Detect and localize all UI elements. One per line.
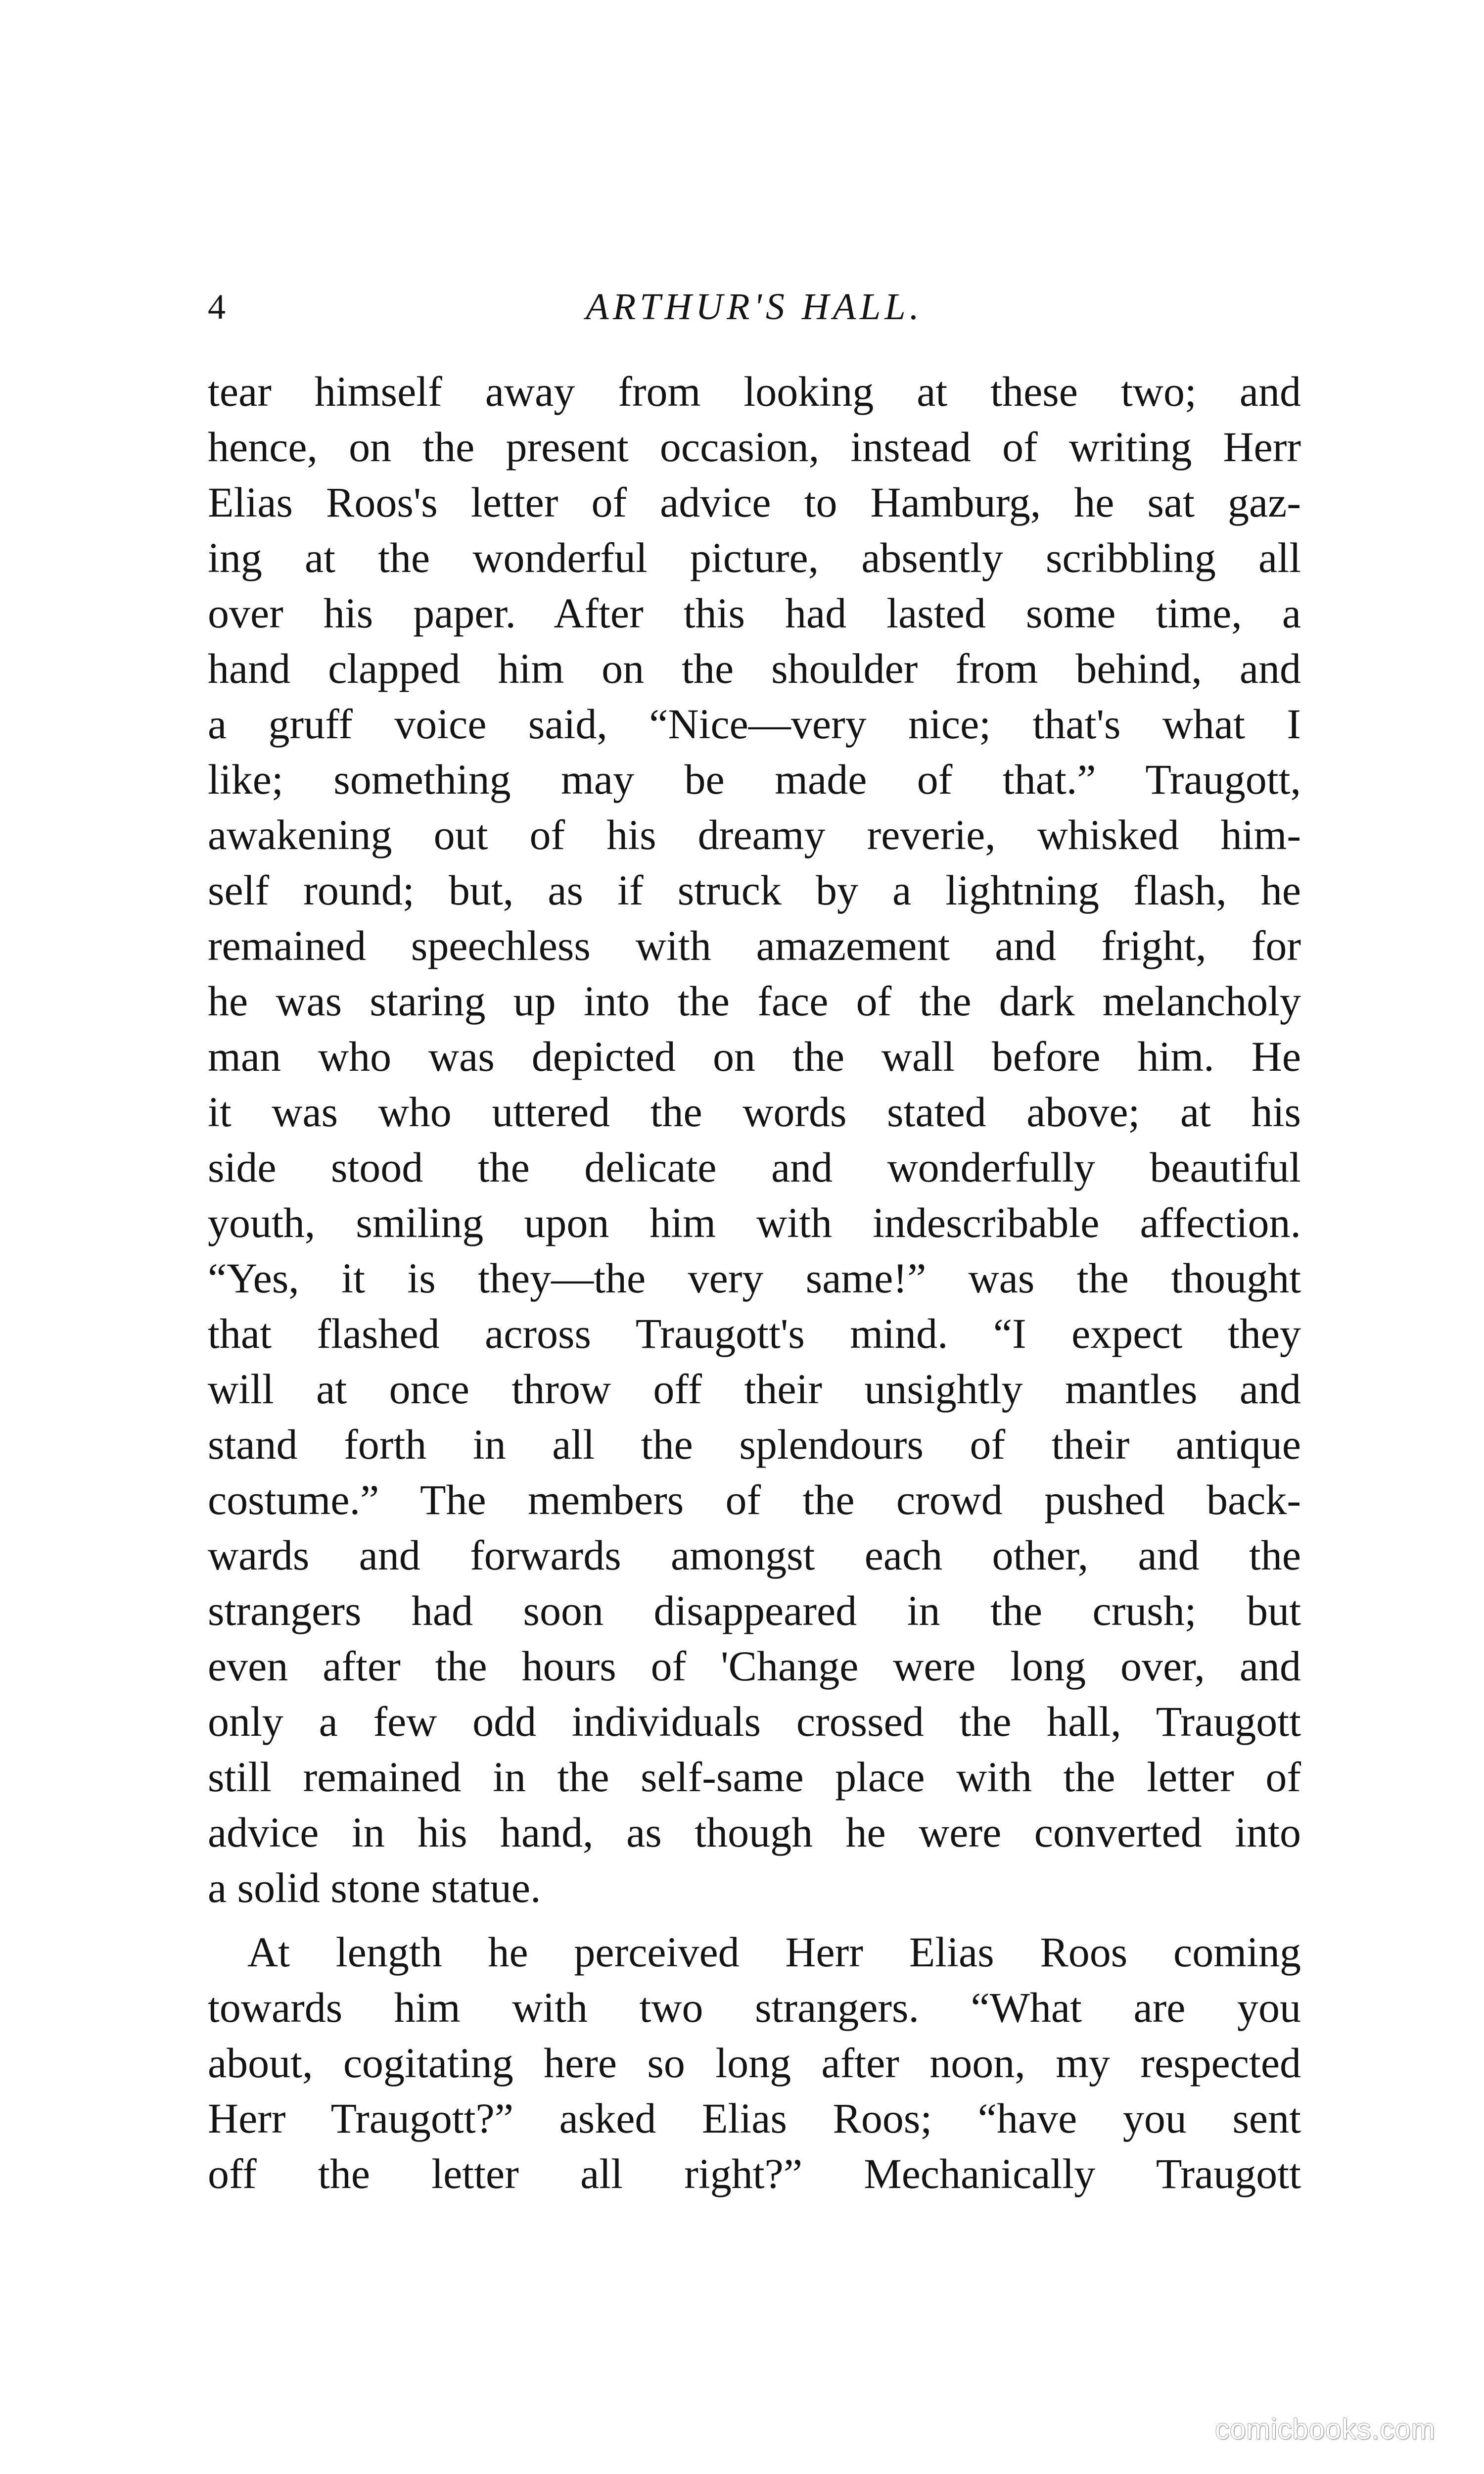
text-line: wards and forwards amongst each other, and the: [208, 1531, 1301, 1579]
paragraph-gap: [208, 1915, 1301, 1924]
text-line: tear himself away from looking at these two; and: [208, 368, 1301, 415]
text-line: hence, on the present occasion, instead of writing Herr: [208, 423, 1301, 471]
text-line: Herr Traugott?” asked Elias Roos; “have you sent: [208, 2094, 1301, 2142]
text-line: costume.” The members of the crowd pushed back-: [208, 1476, 1301, 1523]
text-line: like; something may be made of that.” Traugott,: [208, 756, 1301, 803]
text-line: a solid stone statue.: [208, 1864, 541, 1911]
text-line: awakening out of his dreamy reverie, whisked him-: [208, 811, 1301, 858]
text-line: it was who uttered the words stated above; at his: [208, 1088, 1301, 1136]
text-line: self round; but, as if struck by a lightning flash, he: [208, 866, 1301, 914]
text-line: stand forth in all the splendours of their antique: [208, 1421, 1301, 1468]
watermark: comicbooks.com: [1215, 2413, 1436, 2445]
text-line: strangers had soon disappeared in the crush; but: [208, 1587, 1301, 1634]
text-line: At length he perceived Herr Elias Roos coming: [247, 1928, 1301, 1976]
text-line: towards him with two strangers. “What are you: [208, 1984, 1301, 2031]
text-line: Elias Roos's letter of advice to Hamburg, he sat gaz-: [208, 478, 1301, 526]
text-line: side stood the delicate and wonderfully beautiful: [208, 1143, 1301, 1191]
text-line: he was staring up into the face of the dark melancholy: [208, 977, 1301, 1025]
text-line: off the letter all right?” Mechanically Traugott: [208, 2150, 1301, 2197]
page-number: 4: [208, 287, 226, 327]
text-line: a gruff voice said, “Nice—very nice; that's what I: [208, 700, 1301, 748]
text-line: “Yes, it is they—the very same!” was the thought: [208, 1254, 1301, 1302]
text-line: advice in his hand, as though he were converted into: [208, 1808, 1301, 1856]
text-line: only a few odd individuals crossed the hall, Traugott: [208, 1698, 1301, 1745]
text-line: remained speechless with amazement and fright, for: [208, 922, 1301, 969]
text-line: youth, smiling upon him with indescribable affection.: [208, 1199, 1301, 1246]
text-line: about, cogitating here so long after noon, my respected: [208, 2039, 1301, 2087]
text-line: ing at the wonderful picture, absently scribbling all: [208, 534, 1301, 581]
body-text: [208, 364, 1301, 2201]
page-header: [208, 277, 1301, 336]
text-line: still remained in the self-same place with the letter of: [208, 1753, 1301, 1801]
text-line: will at once throw off their unsightly mantles and: [208, 1365, 1301, 1413]
text-line: even after the hours of 'Change were long over, and: [208, 1642, 1301, 1690]
text-line: man who was depicted on the wall before him. He: [208, 1033, 1301, 1080]
text-line: hand clapped him on the shoulder from behind, and: [208, 645, 1301, 692]
running-title: ARTHUR'S HALL.: [586, 286, 923, 328]
text-line: that flashed across Traugott's mind. “I expect they: [208, 1310, 1301, 1357]
text-line: over his paper. After this had lasted some time, a: [208, 589, 1301, 637]
